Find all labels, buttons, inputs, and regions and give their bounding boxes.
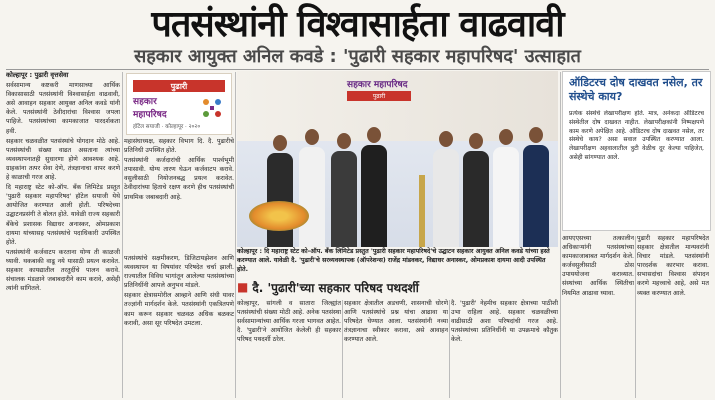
paragraph: दि महाराष्ट्र स्टेट को-ऑप. बँक लिमिटेड प्रस्तुत 'पुढारी सहकार महापरिषद' हॉटेल सयाजी येथे आयोजित करण्यात आली होती. परिषदेच्या उद्घाटनप्रसंगी ते बोलत होते. यावेळी राज्य सहकारी बँकेचे प्रशासक विद्याधर अनास्कर, ओमप्रकाश दायमा यांच्यासह पतसंस्थांचे पदाधिकारी उपस्थित होते. — [6, 184, 120, 246]
paragraph: पतसंस्थांचे सक्षमीकरण, डिजिटायझेशन आणि व्यवस्थापन या विषयांवर परिषदेत चर्चा झाली. राज्यातील विविध भागांतून आलेल्या पतसंस्थांच्या प्रतिनिधींनी आपले अनुभव मांडले. — [124, 255, 234, 290]
person-figure — [433, 131, 459, 247]
section-heading — [237, 277, 558, 297]
column-divider — [449, 300, 450, 398]
paragraph: महासंघाध्यक्ष, सहकार विभाग दि. दै. पुढारीचे प्रतिनिधी उपस्थित होते. — [124, 138, 234, 155]
backdrop-badge: पुढारी — [347, 91, 411, 101]
column-divider — [235, 72, 236, 398]
paragraph: दै. 'पुढारी' नेहमीच सहकार क्षेत्राच्या पाठीशी उभा राहिला आहे. सहकार चळवळीच्या वाढीसाठी अशा परिषदांची गरज आहे. पतसंस्थांच्या प्रतिनिधींनी या उपक्रमाचे कौतुक केले. — [451, 300, 558, 344]
paragraph: सहकार क्षेत्रासमोरील आव्हाने आणि संधी यावर तज्ज्ञांनी मार्गदर्शन केले. पतसंस्थांनी एकत्रितपणे काम करून सहकार चळवळ अधिक बळकट करावी, असा सूर परिषदेत उमटला. — [124, 292, 234, 327]
byline: कोल्हापूर : पुढारी वृत्तसेवा — [6, 71, 69, 79]
sidebar-box-title: ऑडिटरच दोष दाखवत नसेल, तर संस्थेचे काय? — [569, 76, 703, 103]
bullet-icon: ■ — [237, 280, 249, 294]
article-column-1 — [6, 71, 120, 400]
section-column-1 — [237, 299, 341, 400]
flower-arrangement — [249, 201, 309, 231]
paragraph: पुढारी सहकार महापरिषदेत सहकार क्षेत्रातील मान्यवरांनी विचार मांडले. पतसंस्थांनी पारदर्शक कारभार करावा. सभासदांचा विश्वास संपादन करणे महत्त्वाचे आहे, असे मत व्यक्त करण्यात आले. — [637, 235, 709, 297]
headline-rule — [6, 69, 709, 70]
sidebar-box — [562, 71, 711, 231]
article-column-2 — [124, 137, 234, 251]
event-logo — [126, 73, 232, 135]
paragraph: आयएएसच्या तत्कालीन अधिकाऱ्यांनी पतसंस्थांच्या कामकाजाबाबत मार्गदर्शन केले. कर्जवसुलीसाठी ठोस उपाययोजना कराव्यात. संस्थांच्या आर्थिक स्थितीचा नियमित आढावा घ्यावा. — [562, 235, 634, 297]
section-heading-text: दै. 'पुढारी'च्या सहकार परिषद पथदर्शी — [252, 280, 419, 295]
column-divider — [560, 72, 561, 398]
section-column-2 — [344, 299, 448, 400]
person-figure — [361, 127, 387, 247]
person-figure — [463, 133, 489, 247]
paragraph: पतसंस्थांनी कर्जदारांची आर्थिक पार्श्वभूमी तपासावी. योग्य तारण घेऊन कर्जवाटप करावे. वसुलीसाठी नियोजनबद्ध प्रयत्न करावेत. ठेवीदारांच्या हिताचे रक्षण करणे हीच पतसंस्थांची प्राथमिक जबाबदारी आहे. — [124, 157, 234, 201]
logo-title: सहकार महापरिषद — [133, 97, 167, 120]
photo-caption: कोल्हापूर : दि महाराष्ट्र स्टेट को-ऑप. बँक लिमिटेड प्रस्तुत 'पुढारी सहकार महापरिषदे'चे उद्घाटन सहकार आयुक्त अनिल कवडे यांच्या हस्ते करण्यात आले. यावेळी दै. 'पुढारी'चे सरव्यवस्थापक (ऑपरेशन्स) राजेंद्र मांडवकर, विद्याधर अनास्कर, ओमप्रकाश दायमा आदी उपस्थित होते. — [237, 248, 550, 273]
puzzle-people-icon — [199, 96, 225, 122]
column-divider — [122, 72, 123, 398]
headline: पतसंस्थांनी विश्वासार्हता वाढवावी — [151, 3, 564, 45]
logo-badge: पुढारी — [133, 80, 225, 92]
paragraph: कोल्हापूर, सांगली व सातारा जिल्ह्यांत पतसंस्थांची संख्या मोठी आहे. अनेक पतसंस्था सर्वसामान्यांच्या आर्थिक गरजा भागवत आहेत. दै. 'पुढारी'ने आयोजित केलेली ही सहकार परिषद पथदर्शी ठरेल. — [237, 300, 341, 344]
sidebar-box-body: प्रत्येक संस्थेचे लेखापरीक्षण होते. मात्र, अनेकदा ऑडिटरच संस्थेतील दोष दाखवत नाहीत. लेखापरीक्षकांनी निष्पक्षपणे काम करणे अपेक्षित आहे. ऑडिटरच दोष दाखवत नसेल, तर संस्थेचे काय? असा सवाल उपस्थित करण्यात आला. लेखापरीक्षण अहवालातील त्रुटी वेळीच दूर केल्या पाहिजेत, असेही सांगण्यात आले. — [569, 110, 704, 161]
right-column-1 — [562, 234, 634, 400]
column-divider — [635, 236, 636, 398]
subheadline: सहकार आयुक्त अनिल कवडे : 'पुढारी सहकार महापरिषद' उत्साहात — [134, 46, 581, 67]
person-figure — [493, 129, 519, 247]
section-column-3 — [451, 299, 558, 400]
ceremonial-lamp — [419, 175, 425, 247]
right-column-2 — [637, 234, 709, 400]
paragraph: सहकार चळवळीत पतसंस्थांचे योगदान मोठे आहे. पतसंस्थांची संख्या वाढत असताना त्यांच्या व्यवस्थापनातही सुधारणा होणे आवश्यक आहे. ग्राहकांना तत्पर सेवा देणे, तंत्रज्ञानाचा वापर करणे हे काळाची गरज आहे. — [6, 137, 120, 182]
person-figure — [299, 129, 325, 247]
logo-subtitle: हॉटेल सयाजी · कोल्हापूर · २०२० — [133, 124, 201, 130]
paragraph: सहकार क्षेत्रातील अडचणी, शासनाची धोरणे आणि पतसंस्थांचे प्रश्न यांचा आढावा या परिषदेत घेण्यात आला. पतसंस्थांनी नव्या तंत्रज्ञानाचा स्वीकार करावा, असे आवाहन करण्यात आले. — [344, 300, 448, 344]
event-photo — [237, 71, 558, 247]
article-column-3 — [124, 254, 234, 400]
column-divider — [342, 300, 343, 398]
paragraph: सर्वसामान्य कष्टकरी माणसाच्या आर्थिक विकासासाठी पतसंस्थांनी विश्वासार्हता वाढवावी, असे आवाहन सहकार आयुक्त अनिल कवडे यांनी केले. पतसंस्थांनी ठेवीदारांचा विश्वास जपला पाहिजे. पतसंस्थांच्या कामकाजात पारदर्शकता हवी. — [6, 82, 120, 135]
person-figure — [331, 133, 357, 247]
paragraph: पतसंस्थांनी कर्जवाटप करताना योग्य ती काळजी घ्यावी. थकबाकी वाढू नये यासाठी प्रयत्न करावेत. सहकार कायद्यातील तरतुदींचे पालन करावे. संचालक मंडळाने जबाबदारीने काम करावे, असेही त्यांनी सांगितले. — [6, 248, 120, 293]
backdrop-title: सहकार महापरिषद — [347, 80, 408, 90]
person-figure — [523, 127, 549, 247]
